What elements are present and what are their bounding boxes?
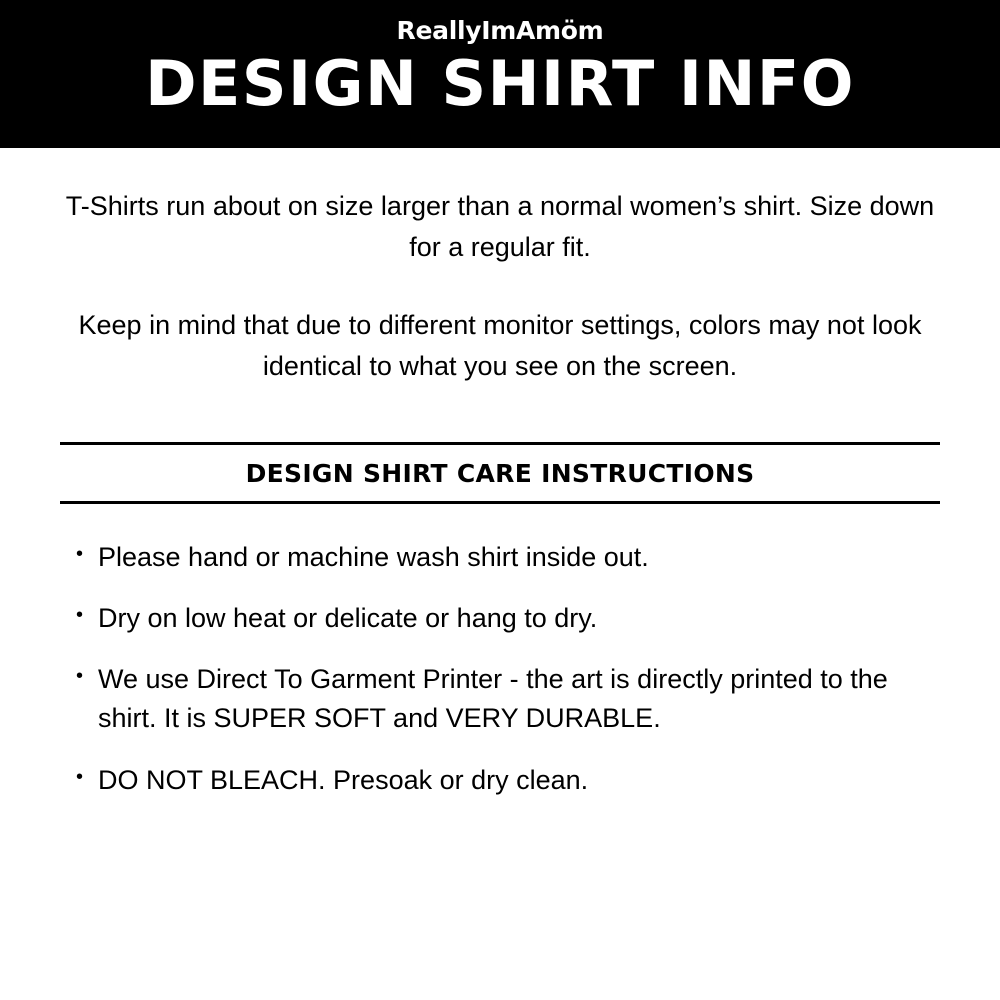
- care-instructions-section: [60, 442, 940, 822]
- list-item: • Dry on low heat or delicate or hang to dry.: [76, 599, 930, 638]
- list-item: • We use Direct To Garment Printer - the art is directly printed to the shirt. It is SUPER SOFT and VERY DURABLE.: [76, 660, 930, 738]
- intro-paragraph-2: Keep in mind that due to different monitor settings, colors may not look identical to what you see on the screen.: [78, 310, 922, 381]
- intro-text-block: [60, 186, 940, 386]
- header-banner: [0, 0, 1000, 148]
- brand-logo-text: ReallyImAmöm: [396, 16, 604, 45]
- list-item: • Please hand or machine wash shirt inside out.: [76, 538, 930, 577]
- care-instructions-list: [60, 538, 940, 800]
- list-item: • DO NOT BLEACH. Presoak or dry clean.: [76, 761, 930, 800]
- content-area: [0, 148, 1000, 1000]
- page-title: DESIGN SHIRT INFO: [145, 47, 855, 120]
- intro-paragraph-1: T-Shirts run about on size larger than a normal women’s shirt. Size down for a regular fit.: [65, 191, 935, 262]
- divider-bottom: [60, 501, 940, 504]
- paragraph-spacer: [60, 267, 940, 305]
- care-section-title: DESIGN SHIRT CARE INSTRUCTIONS: [245, 459, 755, 488]
